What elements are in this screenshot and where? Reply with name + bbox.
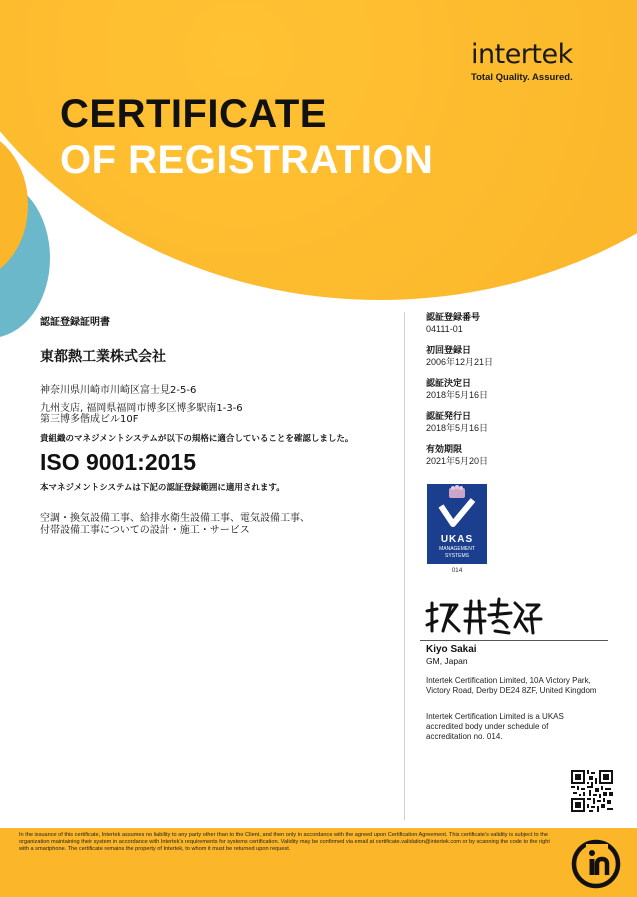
detail-label: 認証発行日 bbox=[426, 412, 472, 422]
detail-issue-date bbox=[426, 412, 488, 434]
detail-decision-date bbox=[426, 379, 488, 401]
address-branch-line-1: 九州支店, 福岡県福岡市博多区博多駅南1-3-6 bbox=[40, 403, 243, 414]
address-branch bbox=[40, 403, 243, 425]
scope-text bbox=[40, 513, 310, 537]
title-line-2: OF REGISTRATION bbox=[60, 138, 434, 182]
detail-value: 2006年12月21日 bbox=[426, 357, 494, 367]
signature-image bbox=[423, 597, 543, 637]
ukas-name: UKAS bbox=[440, 534, 474, 545]
scope-line-2: 付帯設備工事についての設計・施工・サービス bbox=[40, 525, 250, 536]
ukas-number: 014 bbox=[451, 567, 463, 574]
signatory-name: Kiyo Sakai bbox=[426, 644, 477, 655]
ukas-line-2: SYSTEMS bbox=[445, 553, 469, 559]
ukas-mark bbox=[427, 484, 487, 564]
detail-initial-registration bbox=[426, 346, 493, 368]
signatory-role: GM, Japan bbox=[426, 656, 468, 666]
document-type: 認証登録証明書 bbox=[40, 317, 110, 328]
scope-line-1: 空調・換気設備工事、給排水衛生設備工事、電気設備工事、 bbox=[40, 513, 310, 524]
company-name: 東都熱工業株式会社 bbox=[40, 349, 166, 365]
crown-check-icon bbox=[427, 484, 487, 534]
detail-registration-number bbox=[426, 313, 480, 335]
detail-label: 有効期限 bbox=[426, 445, 463, 455]
footer-disclaimer: In the issuance of this certificate, Intertek assumes no liability to any party other than to the Client, and then only in accordance with the agreed upon Certification Agreement. This certificate’s validity is subject to the organization maintaining their system in accordance with Intertek’s requirements for systems certification. Validity may be confirmed via email at certificate.validation@intertek.com or by scanning the code to the right with a smartphone. The certificate remains the property of Intertek, to whom it must be returned upon request. bbox=[19, 832, 550, 853]
intertek-symbol-icon bbox=[568, 836, 624, 892]
detail-expiry-date bbox=[426, 445, 488, 467]
column-divider bbox=[404, 312, 405, 820]
logo-tagline: Total Quality. Assured. bbox=[471, 72, 573, 83]
title-line-1: CERTIFICATE bbox=[60, 92, 327, 136]
detail-value: 2018年5月16日 bbox=[426, 390, 489, 400]
detail-label: 認証登録番号 bbox=[426, 313, 481, 323]
scope-intro: 本マネジメントシステムは下記の認証登録範囲に適用されます。 bbox=[40, 483, 285, 493]
detail-value: 2021年5月20日 bbox=[426, 456, 489, 466]
standard-name: ISO 9001:2015 bbox=[40, 449, 197, 475]
conformity-statement: 貴組織のマネジメントシステムが以下の規格に適合していることを確認しました。 bbox=[40, 434, 354, 444]
logo-wordmark: intertek bbox=[471, 39, 573, 70]
detail-label: 初回登録日 bbox=[426, 346, 472, 356]
accreditation-statement: Intertek Certification Limited is a UKAS accredited body under schedule of accreditation no. 014. bbox=[426, 712, 564, 741]
signature-line bbox=[420, 640, 608, 641]
qr-code-icon bbox=[571, 770, 613, 812]
address-branch-line-2: 第三博多偕成ビル10F bbox=[40, 414, 139, 425]
detail-value: 04111-01 bbox=[426, 324, 463, 334]
address-main: 神奈川県川崎市川崎区富士見2-5-6 bbox=[40, 385, 197, 396]
issuer-address: Intertek Certification Limited, 10A Victory Park, Victory Road, Derby DE24 8ZF, United Kingdom bbox=[426, 676, 597, 695]
ukas-line-1: MANAGEMENT bbox=[439, 546, 475, 552]
detail-value: 2018年5月16日 bbox=[426, 423, 489, 433]
intertek-logo bbox=[471, 40, 601, 90]
detail-label: 認証決定日 bbox=[426, 379, 472, 389]
